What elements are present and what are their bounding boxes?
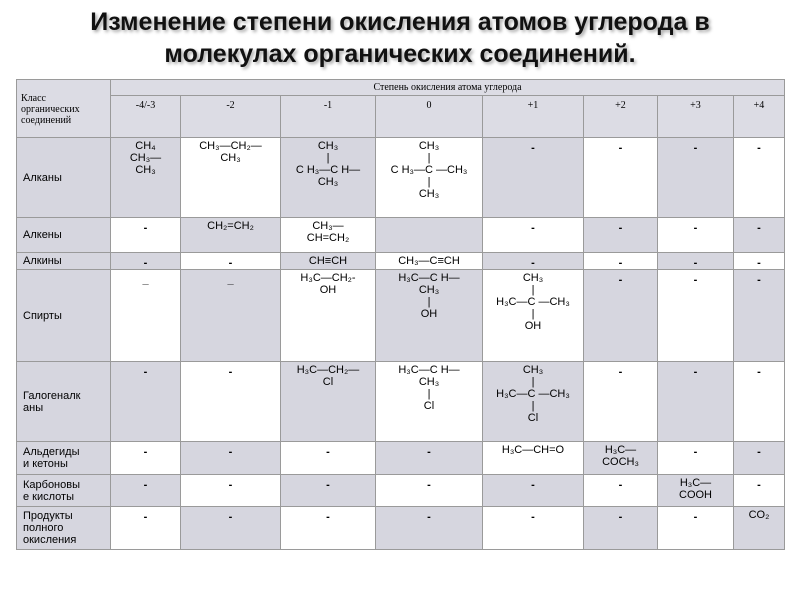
table-row <box>17 253 785 270</box>
table-cell: - <box>658 138 734 218</box>
table-row <box>17 270 785 362</box>
table-cell: - <box>181 362 281 442</box>
table-cell: - <box>281 507 376 550</box>
table-cell: - <box>584 270 658 362</box>
row-class-name: Продукты полного окисления <box>17 507 111 550</box>
table-cell: CH₄ CH₃— CH₃ <box>111 138 181 218</box>
table-cell: H₃C—CH₂— Cl <box>281 362 376 442</box>
table-cell: _ <box>181 270 281 362</box>
table-cell: - <box>376 475 483 507</box>
table-cell: H₃C—C H— CH₃ | OH <box>376 270 483 362</box>
row-class-name: Алкены <box>17 218 111 253</box>
table-row <box>17 442 785 475</box>
table-cell: - <box>111 253 181 270</box>
table-cell: CH₃— CH=CH₂ <box>281 218 376 253</box>
header-state-label: Степень окисления атома углерода <box>111 80 785 96</box>
table-cell: CH≡CH <box>281 253 376 270</box>
header-state: -4/-3 <box>111 96 181 138</box>
header-state: -1 <box>281 96 376 138</box>
table-cell: - <box>483 475 584 507</box>
table-row <box>17 362 785 442</box>
page-title <box>0 6 800 70</box>
table-cell: H₃C—C H— CH₃ | Cl <box>376 362 483 442</box>
table-cell: - <box>111 362 181 442</box>
table-cell: - <box>281 475 376 507</box>
table-cell: - <box>584 253 658 270</box>
oxidation-state-table <box>16 79 785 550</box>
table-cell: - <box>658 270 734 362</box>
header-class-cell: Класс органических соединений <box>17 80 111 138</box>
table-cell: - <box>483 138 584 218</box>
header-states-row <box>17 96 785 138</box>
header-state: -2 <box>181 96 281 138</box>
row-class-name: Спирты <box>17 270 111 362</box>
table-cell: - <box>584 138 658 218</box>
table-row <box>17 138 785 218</box>
table-cell: - <box>658 362 734 442</box>
header-state: 0 <box>376 96 483 138</box>
table-cell: CH₃ | C H₃—C H— CH₃ <box>281 138 376 218</box>
table-cell: CH₂=CH₂ <box>181 218 281 253</box>
table-cell: - <box>181 507 281 550</box>
table-cell: CH₃—C≡CH <box>376 253 483 270</box>
table-cell: H₃C—CH₂- OH <box>281 270 376 362</box>
table-cell: CH₃—CH₂— CH₃ <box>181 138 281 218</box>
header-state: +4 <box>734 96 785 138</box>
table-cell: H₃C— COOH <box>658 475 734 507</box>
table-cell: - <box>181 475 281 507</box>
table-cell: - <box>111 507 181 550</box>
table-cell: H₃C— COCH₃ <box>584 442 658 475</box>
header-state: +1 <box>483 96 584 138</box>
row-class-name: Альдегиды и кетоны <box>17 442 111 475</box>
table-cell: - <box>658 442 734 475</box>
row-class-name: Алкины <box>17 253 111 270</box>
table-cell: CH₃ | C H₃—C —CH₃ | CH₃ <box>376 138 483 218</box>
table-cell: - <box>483 507 584 550</box>
table-cell: - <box>584 218 658 253</box>
table-cell: - <box>376 507 483 550</box>
table-cell: - <box>584 362 658 442</box>
table-cell: - <box>734 218 785 253</box>
table-cell: - <box>111 475 181 507</box>
title-line-2: молекулах органических соединений. <box>164 40 636 68</box>
table-cell: - <box>734 362 785 442</box>
title-line-1: Изменение степени окисления атомов углерода в <box>90 8 710 36</box>
table-cell: _ <box>111 270 181 362</box>
table-cell: CO₂ <box>734 507 785 550</box>
table-cell: - <box>734 270 785 362</box>
row-class-name: Алканы <box>17 138 111 218</box>
table-cell: - <box>483 218 584 253</box>
header-state: +2 <box>584 96 658 138</box>
table-cell <box>376 218 483 253</box>
table-cell: - <box>181 253 281 270</box>
table-cell: - <box>111 442 181 475</box>
table-row <box>17 218 785 253</box>
table-cell: - <box>658 253 734 270</box>
table-cell: - <box>734 442 785 475</box>
table-cell: - <box>111 218 181 253</box>
header-state: +3 <box>658 96 734 138</box>
table-cell: - <box>483 253 584 270</box>
table-cell: - <box>281 442 376 475</box>
table-cell: - <box>584 507 658 550</box>
row-class-name: Галогеналк аны <box>17 362 111 442</box>
table-cell: - <box>734 253 785 270</box>
table-body <box>17 138 785 550</box>
table-cell: - <box>658 218 734 253</box>
table-cell: - <box>734 138 785 218</box>
table-cell: CH₃ | H₃C—C —CH₃ | OH <box>483 270 584 362</box>
table-cell: - <box>376 442 483 475</box>
table-cell: - <box>734 475 785 507</box>
row-class-name: Карбоновы е кислоты <box>17 475 111 507</box>
table-cell: - <box>584 475 658 507</box>
table-row <box>17 507 785 550</box>
table-cell: CH₃ | H₃C—C —CH₃ | Cl <box>483 362 584 442</box>
table-row <box>17 475 785 507</box>
table-cell: - <box>181 442 281 475</box>
table-cell: H₃C—CH=O <box>483 442 584 475</box>
table-cell: - <box>658 507 734 550</box>
